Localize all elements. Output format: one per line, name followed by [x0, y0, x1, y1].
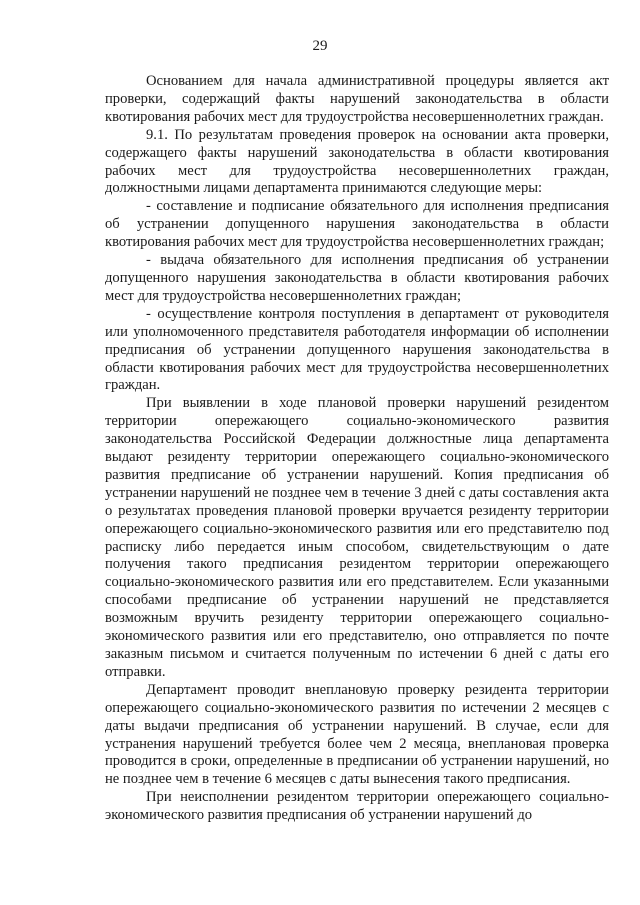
paragraph-unplanned-inspection: Департамент проводит внеплановую проверку резидента территории опережающего социально-экономического развития по истечении 2 месяцев с даты выдачи предписания об устранении нарушений. В случае, если для устранения нарушений требуется более чем 2 месяца, внеплановая проверка проводится в сроки, определенные в предписании об устранении нарушений, но не позднее чем в течение 6 месяцев с даты вынесения такого предписания.: [105, 681, 609, 788]
list-item-monitoring: - осуществление контроля поступления в департамент от руководителя или уполномоченного представителя работодателя информации об исполнении предписания об устранении допущенного нарушения законодательства в области квотирования рабочих мест для трудоустройства несовершеннолетних граждан.: [105, 305, 609, 394]
paragraph-non-compliance: При неисполнении резидентом территории опережающего социально-экономического развития предписания об устранении нарушений до: [105, 789, 609, 824]
document-body: [105, 73, 609, 825]
list-item-drafting-order: - составление и подписание обязательного для исполнения предписания об устранении допущенного нарушения законодательства в области квотирования рабочих мест для трудоустройства несовершеннолетних граждан;: [105, 198, 609, 251]
page-number: 29: [312, 38, 328, 54]
paragraph-basis: Основанием для начала административной процедуры является акт проверки, содержащий факты нарушений законодательства в области квотирования рабочих мест для трудоустройства несовершеннолетних граждан.: [105, 73, 609, 125]
list-item-issuing-order: - выдача обязательного для исполнения предписания об устранении допущенного нарушения законодательства в области квотирования рабочих мест для трудоустройства несовершеннолетних граждан;: [105, 252, 609, 304]
paragraph-9-1: 9.1. По результатам проведения проверок на основании акта проверки, содержащего факты нарушений законодательства в области квотирования рабочих мест для трудоустройства несовершеннолетних граждан, должностными лицами департамента принимаются следующие меры:: [105, 126, 609, 197]
paragraph-planned-inspection: При выявлении в ходе плановой проверки нарушений резидентом территории опережающего социально-экономического развития законодательства Российской Федерации должностные лица департамента выдают резиденту территории опережающего социально-экономического развития предписание об устранении нарушений. Копия предписания об устранении нарушений не позднее чем в течение 3 дней с даты составления акта о результатах проведения плановой проверки вручается резиденту территории опережающего социально-экономического развития или его представителю под расписку либо передается иным способом, свидетельствующим о дате получения такого предписания резидентом территории опережающего социально-экономического развития или его представителем. Если указанными способами предписание об устранении нарушений не представляется возможным вручить резиденту территории опережающего социально-экономического развития или его представителю, оно отправляется по почте заказным письмом и считается полученным по истечении 6 дней с даты его отправки.: [105, 395, 609, 680]
